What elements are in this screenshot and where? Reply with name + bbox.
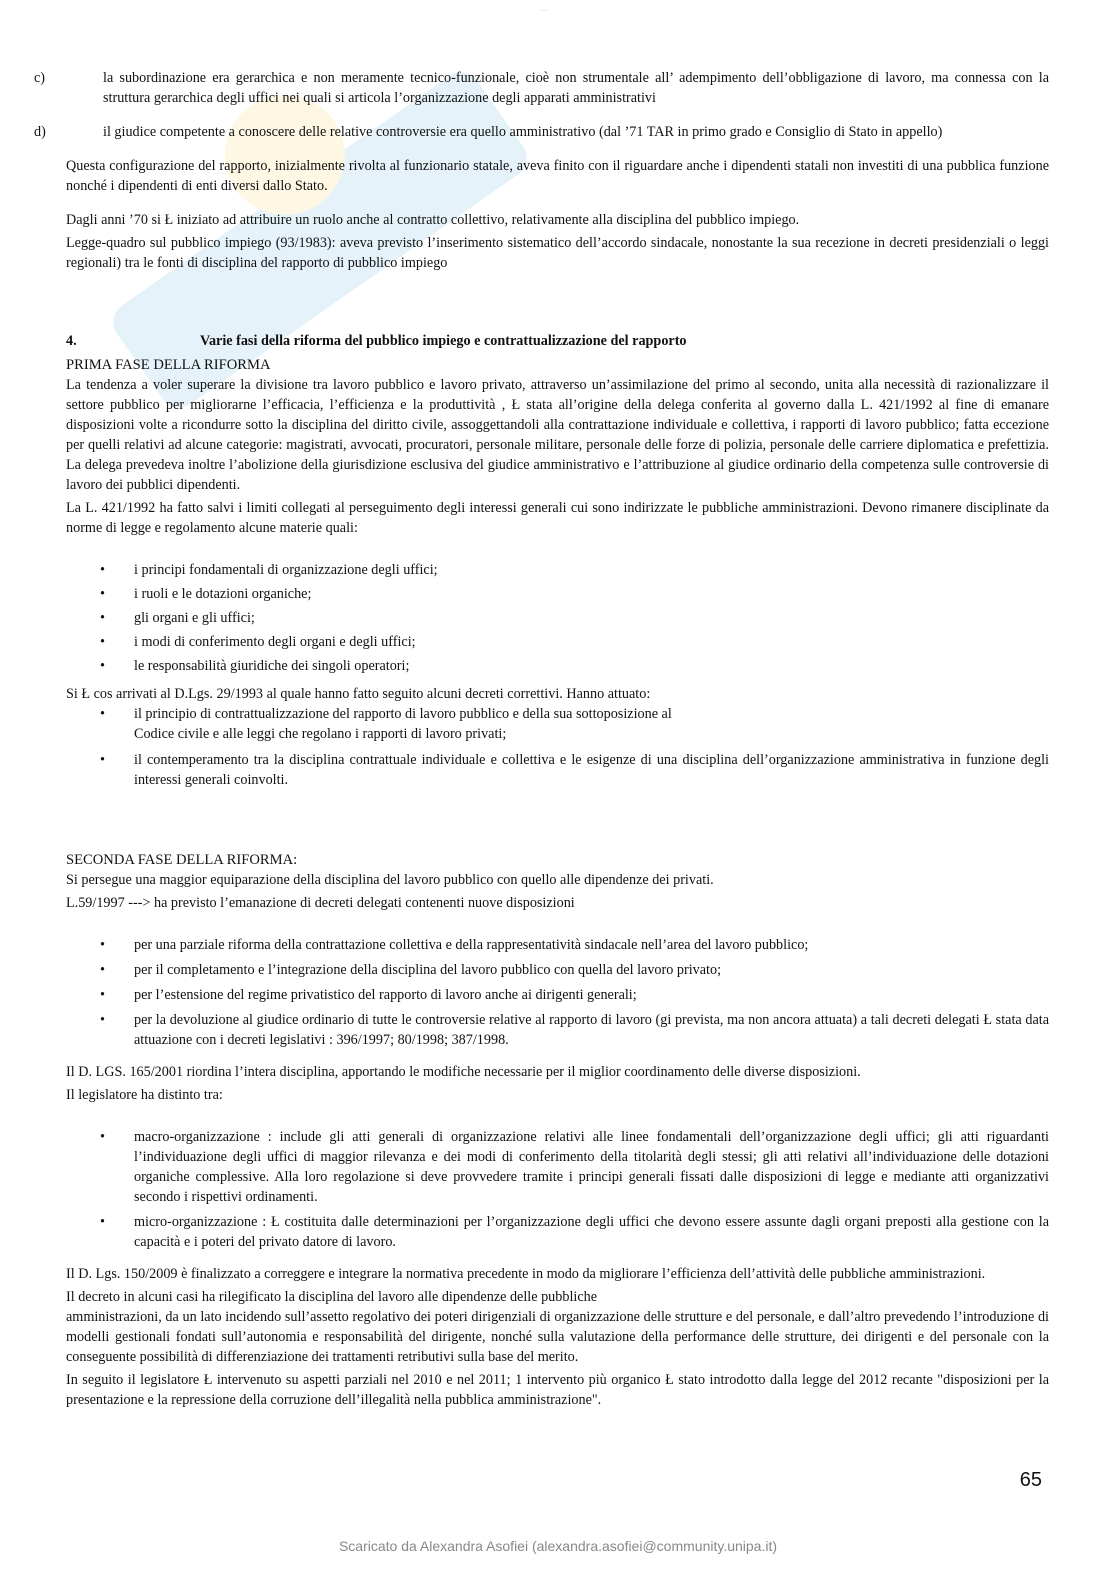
- list-item: • macro-organizzazione : include gli atti generali di organizzazione relativi alle linee fondamentali dell’organizzazione degli uffici; gli atti riguardanti l’individuazione degli uffici di maggior rilevanza e dei modi di conferimento della titolarità degli stessi; gli atti relativi all’individuazione delle dotazioni organiche complessive. Alla loro regolazione si deve provvedere tramite i principi generali fissati dalle disposizioni di legge e mediante atti organizzativi secondo i rispettivi ordinamenti.: [100, 1129, 1049, 1205]
- seconda-fase-para6a: Il decreto in alcuni casi ha rilegificato la disciplina del lavoro alle dipendenze delle pubbliche: [66, 1289, 598, 1305]
- heading-title: Varie fasi della riforma del pubblico impiego e contrattualizzazione del rapporto: [200, 333, 687, 349]
- seconda-fase-list2: [66, 1127, 1049, 1252]
- seconda-fase-para6b: amministrazioni, da un lato incidendo sull’assetto regolativo dei poteri dirigenziali di organizzazione delle strutture e del personale, e dall’altro prevedendo l’introduzione di modelli gestionali fondati sull’autonomia e responsabilità del dirigente, nonché sulla valutazione della performance delle strutture, dei dirigenti e del personale con la conseguente possibilità di differenziazione dei trattamenti retributivi sulla base del merito.: [66, 1309, 1049, 1365]
- seconda-fase-para7: In seguito il legislatore Ł intervenuto su aspetti parziali nel 2010 e nel 2011; 1 intervento più organico Ł stato introdotto dalla legge del 2012 recante "disposizioni per la presentazione e la repressione della corruzione dell’illegalità nella pubblica amministrazione".: [66, 1372, 1049, 1408]
- seconda-fase-para4: Il legislatore ha distinto tra:: [66, 1087, 223, 1103]
- list-item: • micro-organizzazione : Ł costituita dalle determinazioni per l’organizzazione degli uffici che devono essere assunte dagli organi preposti alla gestione con la capacità e i poteri del privato datore di lavoro.: [100, 1214, 1049, 1250]
- list-label: c): [34, 70, 46, 86]
- prima-fase-para1: La tendenza a voler superare la divisione tra lavoro pubblico e lavoro privato, attraverso un’assimilazione del primo al secondo, unita alla necessità di razionalizzare il settore pubblico per migliorarne l’efficacia, l’efficienza e la produttività , Ł stata all’origine della delega conferita al governo dalla L. 421/1992 al fine di emanare disposizioni volte a ricondurre sotto la disciplina del diritto civile, assoggettandoli alla contrattazione individuale e collettiva, i rapporti di lavoro pubblico; fatta eccezione per quelli relativi ad alcune categorie: magistrati, avvocati, procuratori, personale militare, personale delle forze di polizia, personale delle carriere diplomatica e prefettizia. La delega prevedeva inoltre l’abolizione della giurisdizione esclusiva del giudice amministrativo e l’attribuzione al giudice ordinario della competenza sulle controversie di lavoro dei pubblici dipendenti.: [66, 377, 1049, 493]
- list-item-d: [34, 122, 1049, 142]
- document-body: [34, 68, 1049, 1410]
- list-item: • i ruoli e le dotazioni organiche;: [100, 586, 312, 602]
- paragraph-config: Questa configurazione del rapporto, inizialmente rivolta al funzionario statale, aveva finito con il riguardare anche i dipendenti statali non investiti di una pubblica funzione nonché i dipendenti di enti diversi dallo Stato.: [66, 158, 1049, 194]
- prima-fase-para3: Si Ł cos arrivati al D.Lgs. 29/1993 al quale hanno fatto seguito alcuni decreti correttivi. Hanno attuato:: [66, 686, 651, 702]
- list-item: • gli organi e gli uffici;: [100, 610, 255, 626]
- list-item: • le responsabilità giuridiche dei singoli operatori;: [100, 658, 410, 674]
- list-item: • per l’estensione del regime privatistico del rapporto di lavoro anche ai dirigenti generali;: [100, 987, 637, 1003]
- prima-fase-para2: La L. 421/1992 ha fatto salvi i limiti collegati al perseguimento degli interessi generali cui sono indirizzate le pubbliche amministrazioni. Devono rimanere disciplinate da norme di legge e regolamento alcune materie quali:: [66, 500, 1049, 536]
- top-marker: ——: [540, 7, 548, 12]
- seconda-fase-para2: L.59/1997 ---> ha previsto l’emanazione di decreti delegati contenenti nuove disposizioni: [66, 895, 575, 911]
- list-item: • il contemperamento tra la disciplina contrattuale individuale e collettiva e le esigenze di una disciplina dell’organizzazione amministrativa in funzione degli interessi generali coinvolti.: [100, 752, 1049, 788]
- seconda-fase-title: SECONDA FASE DELLA RIFORMA:: [66, 852, 298, 868]
- prima-fase-list: [66, 560, 1049, 676]
- list-label: d): [34, 124, 46, 140]
- seconda-fase-para1: Si persegue una maggior equiparazione della disciplina del lavoro pubblico con quello alle dipendenze dei privati.: [66, 872, 714, 888]
- page-number: 65: [1019, 1469, 1042, 1491]
- paragraph-legge-quadro: Legge-quadro sul pubblico impiego (93/1983): aveva previsto l’inserimento sistematico dell’accordo sindacale, nonostante la sua recezione in decreti presidenziali o leggi regionali) tra le fonti di disciplina del rapporto di pubblico impiego: [66, 235, 1049, 271]
- list-item: • per il completamento e l’integrazione della disciplina del lavoro pubblico con quella del lavoro privato;: [100, 962, 722, 978]
- list-text: il giudice competente a conoscere delle relative controversie era quello amministrativo (dal ’71 TAR in primo grado e Consiglio di Stato in appello): [103, 124, 943, 140]
- heading-number: 4.: [66, 333, 77, 349]
- list-item: • i principi fondamentali di organizzazione degli uffici;: [100, 562, 438, 578]
- paragraph-anni70: Dagli anni ’70 si Ł iniziato ad attribuire un ruolo anche al contratto collettivo, relativamente alla disciplina del pubblico impiego.: [66, 212, 800, 228]
- seconda-fase-list: [66, 935, 1049, 1050]
- section-heading: [66, 331, 1049, 351]
- seconda-fase-para5: Il D. Lgs. 150/2009 è finalizzato a correggere e integrare la normativa precedente in modo da migliorare l’efficienza dell’attività delle pubbliche amministrazioni.: [66, 1266, 986, 1282]
- list-item-c: [34, 68, 1049, 108]
- prima-fase-title: PRIMA FASE DELLA RIFORMA: [66, 357, 271, 373]
- list-item: • il principio di contrattualizzazione del rapporto di lavoro pubblico e della sua sottoposizione al Codice civile e alle leggi che regolano i rapporti di lavoro privati;: [100, 706, 672, 742]
- download-footer: Scaricato da Alexandra Asofiei (alexandra.asofiei@community.unipa.it): [338, 1538, 778, 1554]
- list-item: • per una parziale riforma della contrattazione collettiva e della rappresentatività sindacale nell’area del lavoro pubblico;: [100, 937, 809, 953]
- list-item: • per la devoluzione al giudice ordinario di tutte le controversie relative al rapporto di lavoro (gi prevista, ma non ancora attuata) a tali decreti delegati Ł stata data attuazione con i decreti legislativi : 396/1997; 80/1998; 387/1998.: [100, 1012, 1049, 1048]
- list-item: • i modi di conferimento degli organi e degli uffici;: [100, 634, 416, 650]
- prima-fase-list2: [66, 704, 1049, 790]
- seconda-fase-para3: Il D. LGS. 165/2001 riordina l’intera disciplina, apportando le modifiche necessarie per il miglior coordinamento delle diverse disposizioni.: [66, 1064, 861, 1080]
- list-text: la subordinazione era gerarchica e non meramente tecnico-funzionale, cioè non strumentale all’ adempimento dell’obbligazione di lavoro, ma connessa con la struttura gerarchica degli uffici nei quali si articola l’organizzazione degli apparati amministrativi: [103, 70, 1049, 106]
